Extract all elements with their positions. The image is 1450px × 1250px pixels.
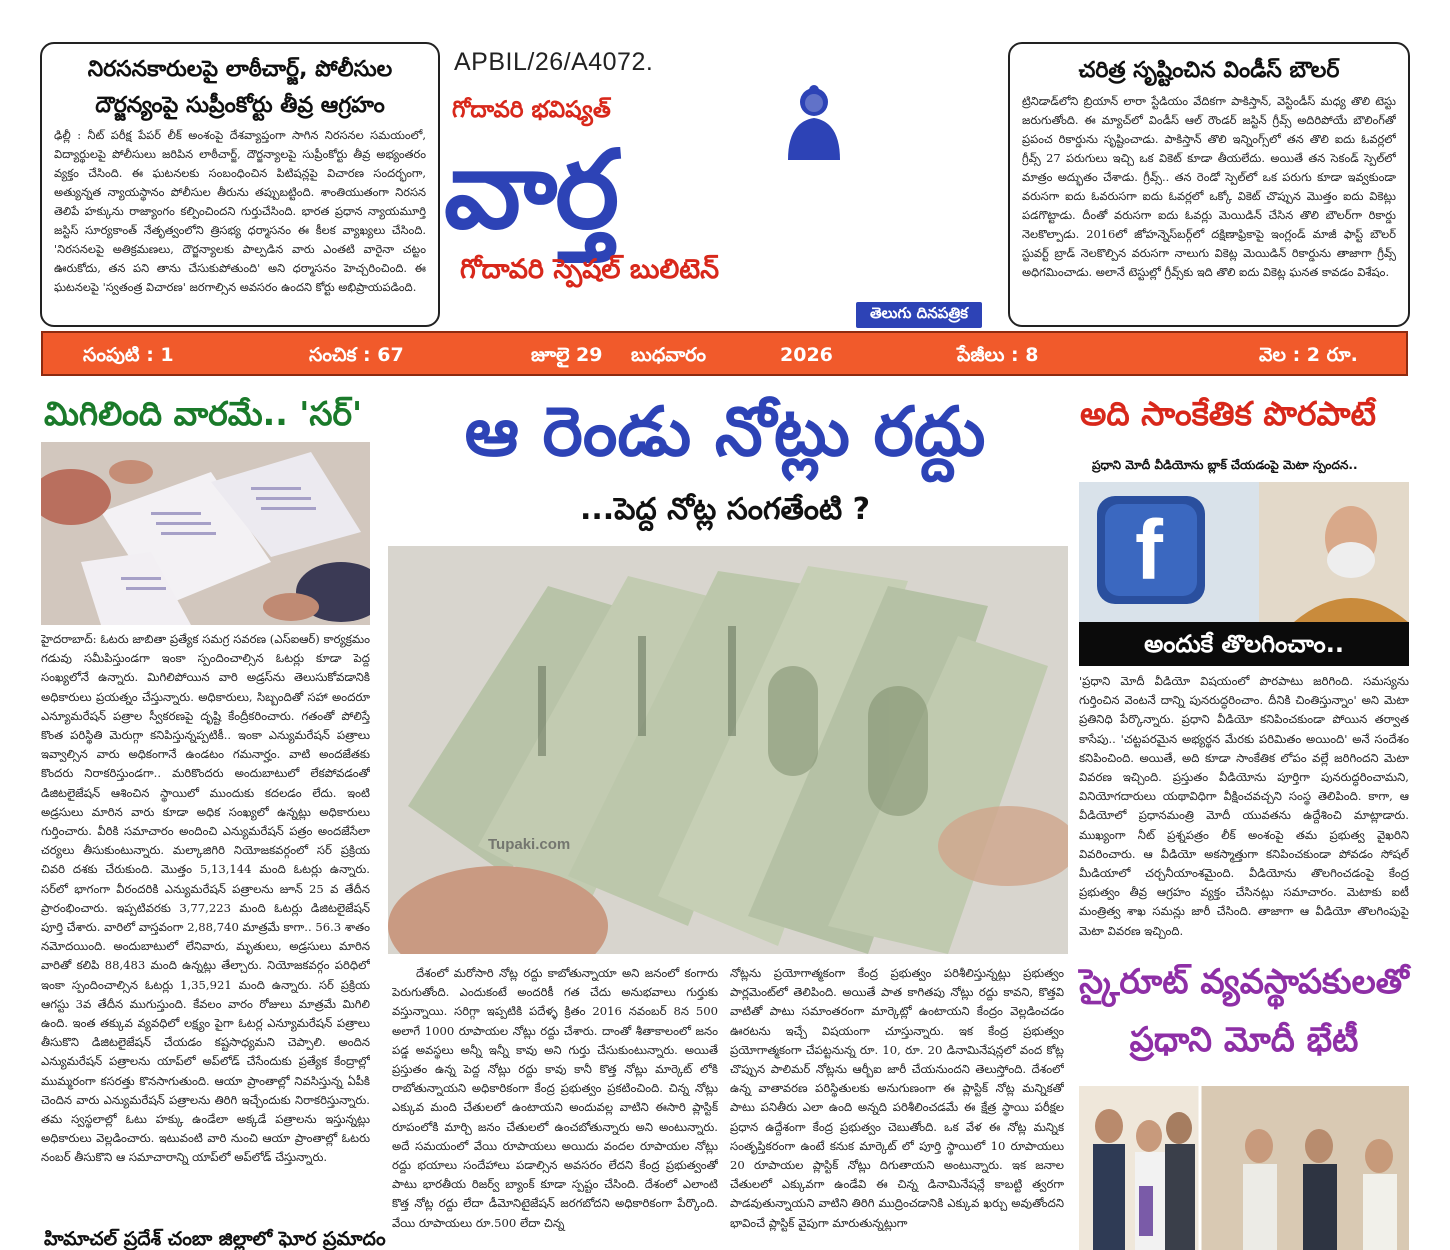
sir-forms-photo [41,442,370,625]
center-column-2-body: నోట్లను ప్రయోగాత్మకంగా కేంద్ర ప్రభుత్వం పరిశీలిస్తున్నట్లు ప్రభుత్వం పార్లమెంట్‌లో తెలిపింది. అయితే పాత కాగితపు నోట్లు రద్దు కావని, కొత్తవి వాటితో పాటు సమాంతరంగా మార్కెట్లో ఉంటాయని కేంద్రం వెల్లడించడం ఊరటను ఇచ్చే విషయంగా చూస్తున్నారు. ఇక కేంద్ర ప్రభుత్వం ప్రయోగాత్మకంగా చేపట్టనున్న రూ. 10, రూ. 20 డినామినేషన్లలో వంద కోట్ల చొప్పున పాలిమర్ నోట్లను ఆర్బీఐ జారీ చేయనుందని తెలుస్తోంది. దేశంలో ఉన్న వాతావరణ పరిస్థితులకు అనుగుణంగా ఈ ప్లాస్టిక్ నోట్ల మన్నికతో పాటు పనితీరు ఎలా ఉంది అన్నది పరిశీలించడమే ఈ క్షేత్ర స్థాయి పరీక్షల ప్రధాన ఉద్దేశంగా కేంద్ర ప్రభుత్వం చెబుతోంది. ఒక వేళ ఈ నోట్ల మన్నిక సంతృప్తికరంగా ఉంటే కనుక మార్కెట్ లో పూర్తి స్థాయిలో 10 రూపాయలు 20 రూపాయల ప్లాస్టిక్ నోట్లు దిగుతాయని అంటున్నారు. ఇక జనాల చేతులలో ఎక్కువగా ఉండేవి ఈ చిన్న డినామినేషన్లే కాబట్టి త్వరగా పాడవుతున్నాయని వాటిని తిరిగి ముద్రించడానికి ఎక్కువ ఖర్చు అవుతోందని భావించే ప్లాస్టిక్ వైపుగా మారుతున్నట్లుగా [730,966,1064,1230]
right-news-box [1008,42,1410,327]
year-label: 2026 [780,344,833,366]
facebook-logo-icon: f [1135,503,1163,597]
masthead [444,42,1004,327]
date-label: జూలై 29 [531,344,603,366]
photo-watermark: Tupaki.com [488,836,571,853]
issue-info-bar [41,331,1408,376]
sir-forms-illustration [41,442,370,625]
tagline-telugu-daily: తెలుగు దినపత్రిక [856,302,982,328]
left-news-box [40,42,440,327]
registration-number: APBIL/26/A4072. [454,48,654,76]
left-column-body: హైదరాబాద్: ఓటరు జాబితా ప్రత్యేక సమగ్ర సవరణ (ఎస్ఐఆర్) కార్యక్రమం గడువు సమీపిస్తుండగా ఇంకా స్పందించాల్సిన ఓటర్లు కూడా పెద్ద సంఖ్యలోనే ఉన్నారు. మిగిలిపోయిన వారి అడ్రస్‌ను తెలుసుకోవడానికి అధికారులు ప్రయత్నం చేస్తున్నారు. అధికారులు, సిబ్బందితో సహా అందరూ ఎన్యూమరేషన్ పత్రాల స్వీకరణపై దృష్టి కేంద్రీకరించారు. గతంతో పోలిస్తే కొంత పరిస్థితి మెరుగ్గా కనిపిస్తున్నప్పటికీ.. ఇంకా ఎన్యుమరేషన్ పత్రాలు ఇవ్వాల్సిన వారు అధికంగానే ఉండటం గమనార్హం. వాటి అందజేతకు కొందరు నిరాకరిస్తుండగా.. మరికొందరు అందుబాటులో లేకపోవడంతో డిజిటలైజేషన్ ఆశించిన స్థాయిలో ముందుకు కదలడం లేదు. ఇంటి అడ్రసులు మారిన వారు కూడా అధిక సంఖ్యలో ఉన్నట్లు అధికారులు గుర్తించారు. వీరికి సమాచారం అందించి ఎన్యుమరేషన్ పత్రం అందజేసేలా చర్యలు తీసుకుంటున్నారు. మల్కాజిగిరి నియోజకవర్గంలో సర్ ప్రక్రియ చివరి దశకు చేరుకుంది. మొత్తం 5,13,144 మంది ఓటర్లు ఉన్నారు. సర్‌లో భాగంగా వీరందరికి ఎన్యుమరేషన్ పత్రాలను జూన్ 25 వ తేదీన ప్రారంభించారు. ఇప్పటివరకు 3,77,223 మంది ఓటర్లు డిజిటలైజేషన్ పూర్తి చేశారు. వారిలో వాస్తవంగా 2,88,740 మాత్రమే కాగా.. 56.3 శాతం నమోదయింది. అందుబాటులో లేనివారు, మృతులు, అడ్రసులు మారిన వారితో కలిపి 88,483 మంది ఉన్నట్లు తేల్చారు. నియోజకవర్గం పరిధిలో ఇంకా స్పందించాల్సిన ఓటర్లు 1,35,921 మంది ఉన్నారు. సర్ ప్రక్రియ ఆగస్టు 3వ తేదీన ముగుస్తుంది. కేవలం వారం రోజులు మాత్రమే మిగిలి ఉంది. ఇంత తక్కువ వ్యవధిలో లక్ష్యం పైగా ఓటర్ల ఎన్యూమరేషన్ పత్రాలు తీసుకొని డిజిటలైజేషన్ చేయడం కష్టసాధ్యమని చెప్పాలి. అందిన ఎన్యుమరేషన్ పత్రాలను యాప్‌లో అప్‌లోడ్ చేసేందుకు ప్రత్యేక కేంద్రాల్లో ముమ్మరంగా కసరత్తు కొనసాగుతుంది. ఆయా ప్రాంతాల్లో నివసిస్తున్న ఏపీకి చెందిన వారు ఎన్యుమరేషన్ పత్రాలను తిరిగి ఇచ్చేందుకు నిరాకరిస్తున్నారు. తమ స్వస్థలాల్లో ఓటు హక్కు ఉండేలా అక్కడే పత్రాలను ఇస్తున్నట్లు అధికారులు వెల్లడించారు. ఇటువంటి వారి నుంచి ఆయా ప్రాంతాల్లో ఓటరు నంబర్ తీసుకొని ఆ సమాచారాన్ని యాప్‌లో అప్‌లోడ్ చేస్తున్నారు. [41,632,370,1165]
paper-name-logo: వార్త [444,128,618,253]
currency-notes-illustration [388,546,1068,954]
left-box-title-line2: దౌర్జన్యంపై సుప్రీంకోర్టు తీవ్ర ఆగ్రహం [95,93,385,118]
center-column-1-body: దేశంలో మరోసారి నోట్ల రద్దు కాబోతున్నాయా అని జనంలో కంగారు పెరుగుతోంది. ఎందుకంటే అందరికీ గత చేదు అనుభవాలు గుర్తుకు వస్తున్నాయి. సరిగ్గా ఇప్పటికి పదేళ్ళ క్రితం 2016 నవంబర్ 8న 500 అలాగే 1000 రూపాయల నోట్లు రద్దు చేశారు. దాంతో శీతాకాలంలో జనం పడ్డ అవస్థలు అన్నీ ఇన్నీ కావు అని గుర్తు చేసుకుంటున్నారు. అయితే ప్రస్తుతం ఉన్న పెద్ద నోట్లు రద్దు కావు కానీ కొత్త నోట్లు మార్కెట్ లోకి రాబోతున్నాయని అధికారికంగా కేంద్ర ప్రభుత్వం ప్రకటించింది. చిన్న నోట్లు ఎక్కువ మంది చేతులలో ఉంటాయని అందువల్ల వాటిని ఈసారి ప్లాస్టిక్ రూపంలోకి మార్చి జనం చేతులలో ఉంచబోతున్నారు అని అంటున్నారు. అదే సమయంలో వేయి రూపాయలు అయిదు వందల రూపాయల నోట్లు రద్దు భయాలు సందేహాలు పడాల్సిన అవసరం లేదని కేంద్ర ప్రభుత్వంతో పాటు భారతీయ రిజర్వ్ బ్యాంక్ కూడా స్పష్టం చేసింది. దేశంలో ఎలాంటి కొత్త నోట్ల రద్దు లేదా డీమోనిటైజేషన్ జరగబోదని అధికారికంగా పేర్కొంది. వేయి రూపాయలు రూ.500 లేదా చిన్న [392,966,718,1230]
right-box-text: ట్రినిడాడ్‌లోని బ్రియాన్ లారా స్టేడియం వేదికగా పాకిస్తాన్, వెస్టిండీస్ మధ్య తొలి టెస్టు జరుగుతోంది. ఈ మ్యాచ్‌లో విండీస్ ఆల్ రౌండర్ జస్టిన్ గ్రీవ్స్ అదిరిపోయే బౌలింగ్‌తో ప్రపంచ రికార్డును సృష్టించాడు. పాకిస్తాన్ తొలి ఇన్నింగ్స్‌లో తన తొలి ఐదు ఓవర్లలో గ్రీవ్స్ 27 పరుగులు ఇచ్చి ఒక వికెట్ కూడా తీయలేదు. అయితే తన సెకండ్ స్పెల్‌లో మాత్రం అద్భుతం చేశాడు. గ్రీవ్స్.. తన రెండో స్పెల్‌లో ఒక పరుగు కూడా ఇవ్వకుండా వరుసగా ఐదు ఓవరుసగా ఐదు ఓవర్లలో ఒక్కో వికెట్ చొప్పున మొత్తం ఐదు వికెట్లు పడగొట్టాడు. దీంతో వరుసగా ఐదు ఓవర్లు మెయిడిన్ చేసిన తొలి బౌలర్‌గా రికార్డు నెలకొల్పాడు. 2016లో జోహన్నెస్‌బర్గ్‌లో దక్షిణాఫ్రికాపై ఇంగ్లండ్ మాజీ ఫాస్ట్ బౌలర్ స్టువర్ట్ బ్రాడ్ నెలకొల్పిన వరుసగా నాలుగు వికెట్ల మెయిడిన్ రికార్డును తాజాగా గ్రీవ్స్ అధిగమించాడు. అలానే టెస్టుల్లో గ్రీవ్స్‌కు ఇది తొలి ఐదు వికెట్ల ఘనత కావడం విశేషం. [1022,94,1396,279]
left-column-bottom-headline: హిమాచల్ ప్రదేశ్ చంబా జిల్లాలో ఘోర ప్రమాదం [44,1228,386,1250]
tagline-special-bulletin: గోదావరి స్పెషల్ బులిటెన్ [460,254,720,285]
issue-label: సంచిక : 67 [309,344,404,366]
main-subheadline: ...పెద్ద నోట్ల సంగతేంటి ? [579,492,871,527]
pages-label: పేజీలు : 8 [957,344,1039,366]
currency-notes-photo [388,546,1068,954]
skyroot-meeting-illustration [1079,1086,1409,1250]
right-column-bottom-headline-2: ప్రధాని మోదీ భేటీ [1129,1020,1359,1060]
price-label: వెల : 2 రూ. [1259,344,1358,366]
skyroot-meeting-photo [1079,1086,1409,1250]
left-box-title-line1: నిరసనకారులపై లాఠీచార్జ్, పోలీసుల [87,57,393,82]
weekday-label: బుధవారం [631,344,707,366]
meta-photo-caption: అందుకే తొలగించాం.. [1144,630,1344,658]
right-column-headline: అది సాంకేతిక పొరపాటే [1080,394,1376,433]
left-box-text: ఢిల్లీ : నీట్ పరీక్ష పేపర్ లీక్ అంశంపై దేశవ్యాప్తంగా సాగిన నిరసనల సమయంలో, విద్యార్థులపై పోలీసులు జరిపిన లాఠీచార్జ్, దౌర్జన్యాలపై సుప్రీంకోర్టు తీవ్ర అభ్యంతరం వ్యక్తం చేసింది. ఈ ఘటనలకు సంబంధించిన పిటిషన్లపై విచారణ సందర్భంగా, అత్యున్నత న్యాయస్థానం పోలీసుల తీరును తప్పుబట్టింది. శాంతియుతంగా నిరసన తెలిపే హక్కును రాజ్యాంగం కల్పించిందని గుర్తుచేసింది. భారత ప్రధాన న్యాయమూర్తి జస్టిస్ సూర్యకాంత్ నేతృత్వంలోని త్రిసభ్య ధర్మాసనం ఈ కీలక వ్యాఖ్యలు చేసింది. 'నిరసనలపై అతిక్రమణలు, దౌర్జన్యాలకు పాల్పడిన వారు ఎంతటి వారైనా చట్టం ఊరుకోదు, తన పని తాను చేసుకుపోతుంది' అని ధర్మాసనం హెచ్చరించింది. ఈ ఘటనలపై 'స్వతంత్ర విచారణ' జరగాల్సిన అవసరం ఉందని కోర్టు అభిప్రాయపడింది. [54,128,426,294]
right-column-subhead: ప్రధాని మోదీ వీడియోను బ్లాక్ చేయడంపై మెటా స్పందన.. [1092,458,1358,472]
volume-label: సంపుటి : 1 [83,344,174,366]
main-headline: ఆ రెండు నోట్లు రద్దు [464,393,986,472]
right-box-title: చరిత్ర సృష్టించిన విండీస్ బౌలర్ [1078,58,1340,83]
tagline-top: గోదావరి భవిష్యత్ [452,97,611,123]
left-column-headline: మిగిలింది వారమే.. 'సర్' [44,394,363,433]
meta-modi-photo [1079,482,1409,666]
right-column-body: 'ప్రధాని మోదీ వీడియో విషయంలో పొరపాటు జరిగింది. సమస్యను గుర్తించిన వెంటనే దాన్ని పునరుద్ధరించాం. దీనికి చింతిస్తున్నాం' అని మెటా ప్రతినిధి పేర్కొన్నారు. ప్రధాని వీడియో కనిపించకుండా పోయిన తర్వాత కాసేపు.. 'చట్టపరమైన అభ్యర్థన మేరకు పరిమితం అయింది' అనే సందేశం కనిపించింది. అయితే, అది కూడా సాంకేతిక లోపం వల్లే జరిగిందని మెటా వివరణ ఇచ్చింది. ప్రస్తుతం వీడియోను పూర్తిగా పునరుద్ధరించామని, వినియోగదారులు యథావిధిగా వీక్షించవచ్చని సంస్థ తెలిపింది. కాగా, ఆ వీడియోలో ప్రధానమంత్రి మోదీ యువతను ఉద్దేశించి మాట్లాడారు. ముఖ్యంగా నీట్ ప్రశ్నపత్రం లీక్ అంశంపై తమ ప్రభుత్వ వైఖరిని వివరించారు. ఆ వీడియో అకస్మాత్తుగా కనిపించకుండా పోవడం సోషల్ మీడియాలో చర్చనీయాంశమైంది. వీడియోను తొలగించడంపై కేంద్ర ప్రభుత్వం తీవ్ర ఆగ్రహం వ్యక్తం చేసినట్లు సమాచారం. మెటాకు ఐటీ మంత్రిత్వ శాఖ సమన్లు జారీ చేసింది. తాజాగా ఆ వీడియో తొలగింపుపై మెటా వివరణ ఇచ్చింది. [1079,674,1409,938]
right-column-bottom-headline-1: స్కైరూట్ వ్యవస్థాపకులతో [1079,962,1409,1002]
